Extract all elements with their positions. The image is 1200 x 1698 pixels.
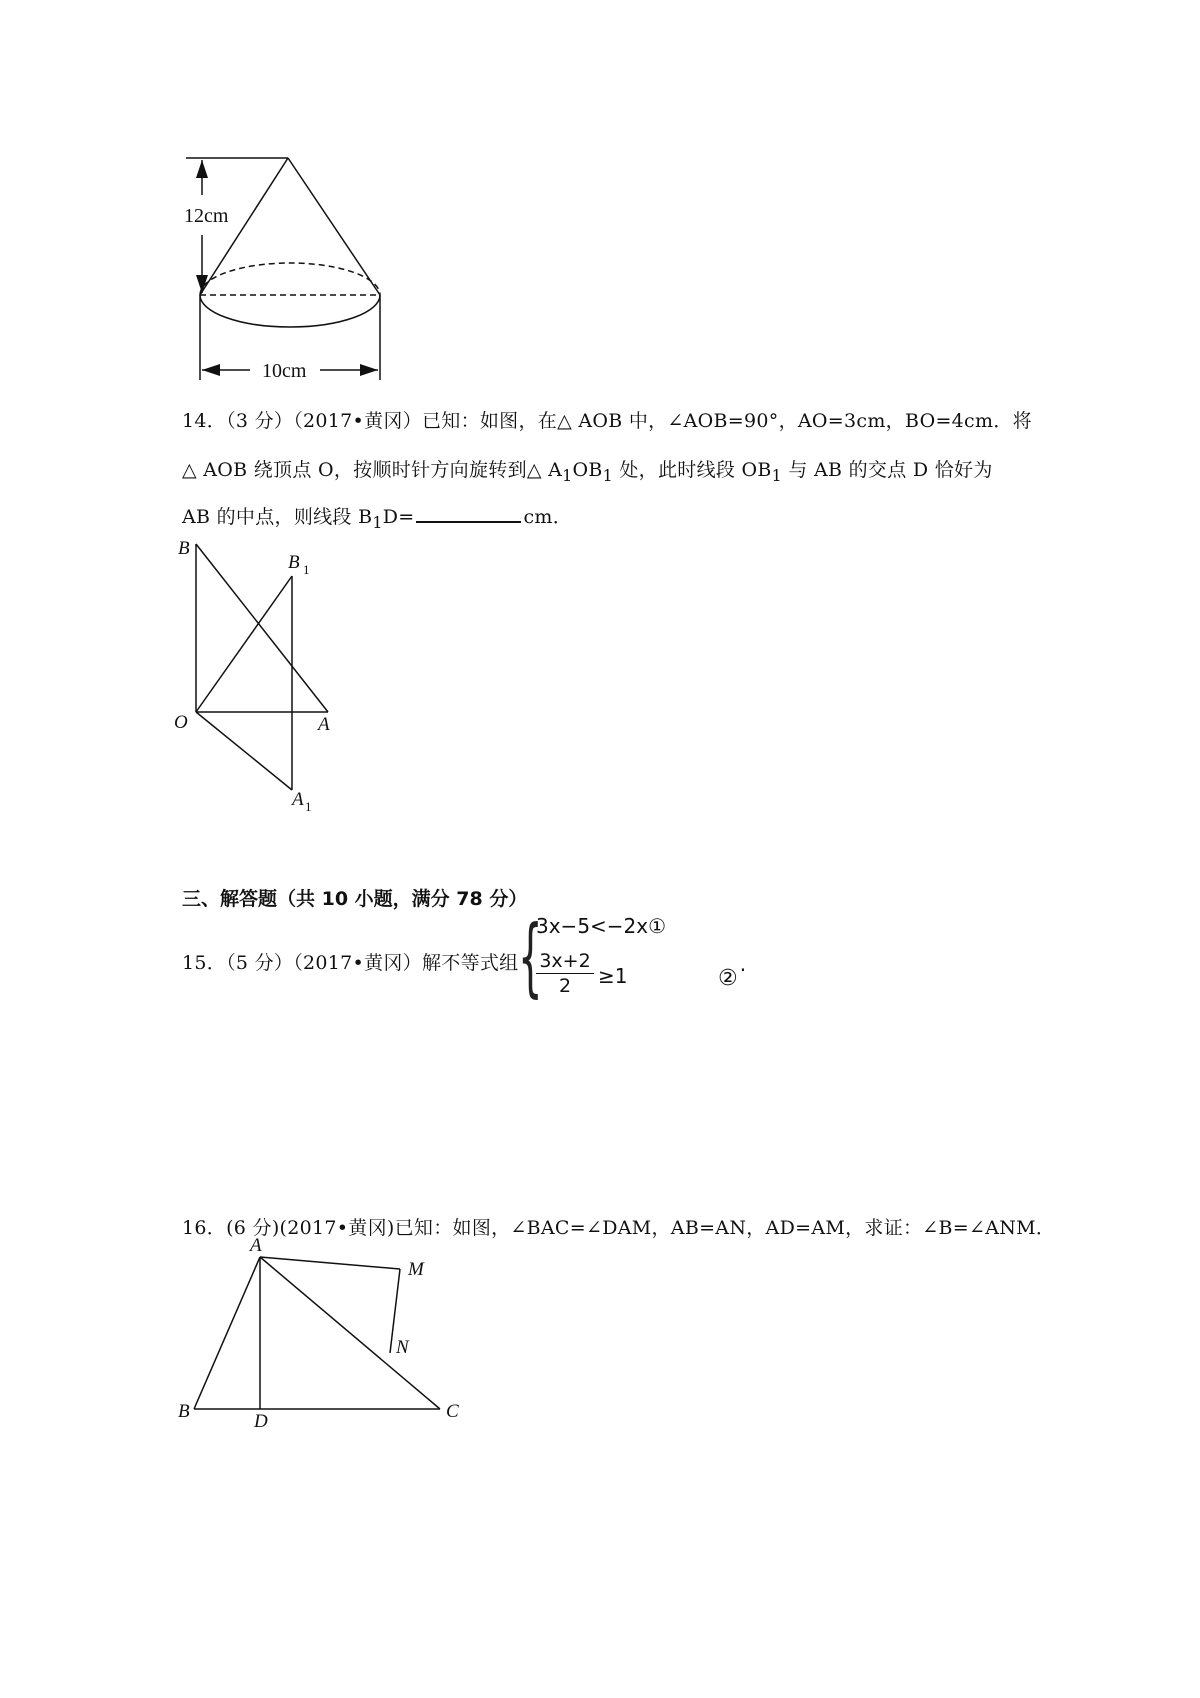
inequality-1: 3x−5<−2x① xyxy=(536,914,667,938)
label-C: C xyxy=(446,1401,459,1422)
cone-figure xyxy=(180,150,400,390)
label-O: O xyxy=(174,712,188,733)
label-B: B xyxy=(178,538,190,559)
inequality-2-rhs: ≥1 xyxy=(598,964,628,988)
q14-line2-sub2: 1 xyxy=(602,465,614,485)
label-D: D xyxy=(254,1411,268,1432)
q14-line2-d: 与 AB 的交点 D 恰好为 xyxy=(782,459,993,481)
cone-width-label: 10cm xyxy=(262,360,307,382)
inequality-2-marker xyxy=(718,952,747,991)
q14-line2 xyxy=(182,455,993,485)
q14-line3-a: AB 的中点，则线段 B xyxy=(182,506,373,528)
q14-line3 xyxy=(182,502,572,532)
inequality-system xyxy=(518,907,758,1012)
cone-height-label: 12cm xyxy=(184,205,229,227)
label-B: B xyxy=(178,1401,190,1422)
q14-line1-text: 14．（3 分）（2017•黄冈）已知：如图，在△ AOB 中，∠AOB=90°，AO=3cm，BO=4cm．将 xyxy=(182,410,1032,432)
end-dot: . xyxy=(739,952,747,976)
q16-text: 16．(6 分)(2017•黄冈)已知：如图，∠BAC=∠DAM，AB=AN，AD=AM，求证：∠B=∠ANM． xyxy=(182,1217,1056,1239)
label-A: A xyxy=(250,1235,262,1256)
q14-line3-sub: 1 xyxy=(372,512,383,532)
q14-line2-sub1: 1 xyxy=(562,465,573,485)
q14-line1 xyxy=(182,406,1032,433)
label-M: M xyxy=(408,1259,424,1280)
label-B1-sub: 1 xyxy=(303,562,310,577)
q14-line3-b: D= xyxy=(382,506,415,528)
q16-figure xyxy=(172,1235,482,1435)
q14-line2-b: OB xyxy=(572,459,603,481)
q14-line2-a: △ AOB 绕顶点 O，按顺时针方向旋转到△ A xyxy=(182,459,563,481)
q14-line2-sub3: 1 xyxy=(771,465,783,485)
circle-2: ② xyxy=(718,966,738,991)
q14-line2-c: 处，此时线段 OB xyxy=(613,459,772,481)
label-A1: A xyxy=(292,789,304,810)
q14-line3-c: cm． xyxy=(523,506,573,528)
fraction-denominator: 2 xyxy=(558,975,572,997)
left-brace: { xyxy=(518,907,543,1007)
fraction-numerator: 3x+2 xyxy=(536,950,594,974)
label-A: A xyxy=(318,714,330,735)
answer-blank[interactable] xyxy=(416,505,521,523)
q15-text: 15．（5 分）（2017•黄冈）解不等式组 xyxy=(182,952,519,974)
label-N: N xyxy=(396,1337,409,1358)
label-A1-sub: 1 xyxy=(305,799,312,812)
q14-figure xyxy=(172,532,352,812)
label-B1: B xyxy=(288,552,300,573)
section-heading: 三、解答题（共 10 小题，满分 78 分） xyxy=(182,888,528,910)
inequality-2-fraction xyxy=(536,950,594,997)
